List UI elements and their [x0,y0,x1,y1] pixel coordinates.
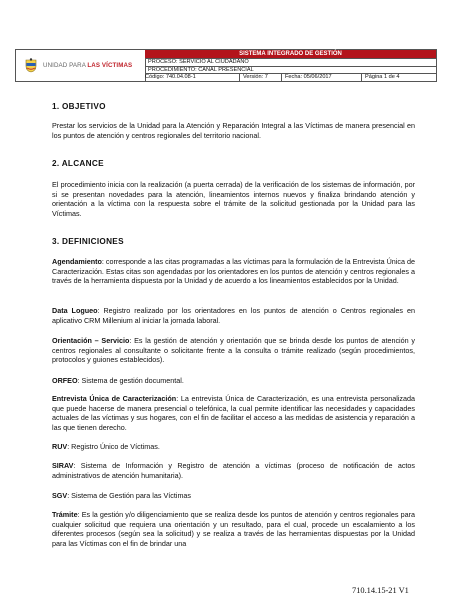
definition-item: Data Logueo: Registro realizado por los orientadores en los puntos de atención o Centros regionales en aplicativo CRM Millenium al iniciar la jornada laboral. [52,306,415,325]
definition-item: Orientación – Servicio: Es la gestión de atención y orientación que se brinda desde los puntos de atención y centros regionales al consultante o solicitante frente a la consulta o trámite realizado (según procedimientos, protocolos y guiones establecidos). [52,336,415,365]
section-heading-alcance: 2. ALCANCE [52,159,104,168]
system-title: SISTEMA INTEGRADO DE GESTIÓN [145,50,436,58]
definition-item: SGV: Sistema de Gestión para las Víctimas [52,491,192,500]
section-heading-objetivo: 1. OBJETIVO [52,102,106,111]
meta-row [145,73,436,81]
code-cell: Código: 740.04.08-1 [145,74,196,80]
section-text-alcance: El procedimiento inicia con la realización (a puerta cerrada) de la verificación de los sistemas de información, por si se presentan novedades para la atención, lineamientos internos nuevos y finaliza brindando atención y orientación a la víctima con la respuesta sobre el trámite de la solicitud gestionada por la Unidad para las Víctimas. [52,180,415,218]
definition-item: Entrevista Única de Caracterización: La entrevista Única de Caracterización, es una entrevista personalizada que puede hacerse de manera presencial o telefónica, la cual permite identificar las necesidades y capacidades actuales de las víctimas y sus hogares, con el fin de facilitar el acceso a las medidas de asistencia y reparación a las que tienen derecho. [52,394,415,432]
version-cell: Versión: 7 [239,74,281,81]
footer-code: 710.14.15-21 V1 [352,586,409,595]
definition-item: ORFEO: Sistema de gestión documental. [52,376,184,385]
section-heading-definiciones: 3. DEFINICIONES [52,237,124,246]
definition-item: Agendamiento: corresponde a las citas programadas a las víctimas para la formulación de la Entrevista Única de Caracterización. Estas citas son agendadas por los orientadores en los puntos de atención y centros regionales a través de la herramienta dispuesta por la Unidad y de acuerdo a los lineamientos establecidos por la Unidad. [52,257,415,286]
definition-item: RUV: Registro Único de Víctimas. [52,442,160,451]
process-row: PROCESO: SERVICIO AL CIUDADANO [145,58,436,66]
section-text-objetivo: Prestar los servicios de la Unidad para la Atención y Reparación Integral a las Víctimas de manera presencial en los puntos de atención y centros regionales del territorio nacional. [52,121,415,140]
procedure-row: PROCEDIMIENTO: CANAL PRESENCIAL [145,66,436,74]
definition-item: Trámite: Es la gestión y/o diligenciamiento que se realiza desde los puntos de atención y centros regionales para cualquier solicitud que requiera una orientación y un resultado, para el cual, procede un escalamiento a los diferentes procesos (según sea la solicitud) y se realiza a través de las herramientas dispuestas por la Unidad para las Víctimas con el fin de brindar una [52,510,415,548]
colombia-coat-of-arms-icon [24,58,38,73]
page-cell: Página 1 de 4 [361,74,436,81]
org-logo [16,50,146,81]
org-name: UNIDAD PARA LAS VÍCTIMAS [43,62,133,69]
document-header [15,49,437,82]
definition-item: SIRAV: Sistema de Información y Registro de atención a víctimas (proceso de notificación de actos administrativos de atención humanitaria). [52,461,415,480]
date-cell: Fecha: 05/06/2017 [281,74,361,81]
